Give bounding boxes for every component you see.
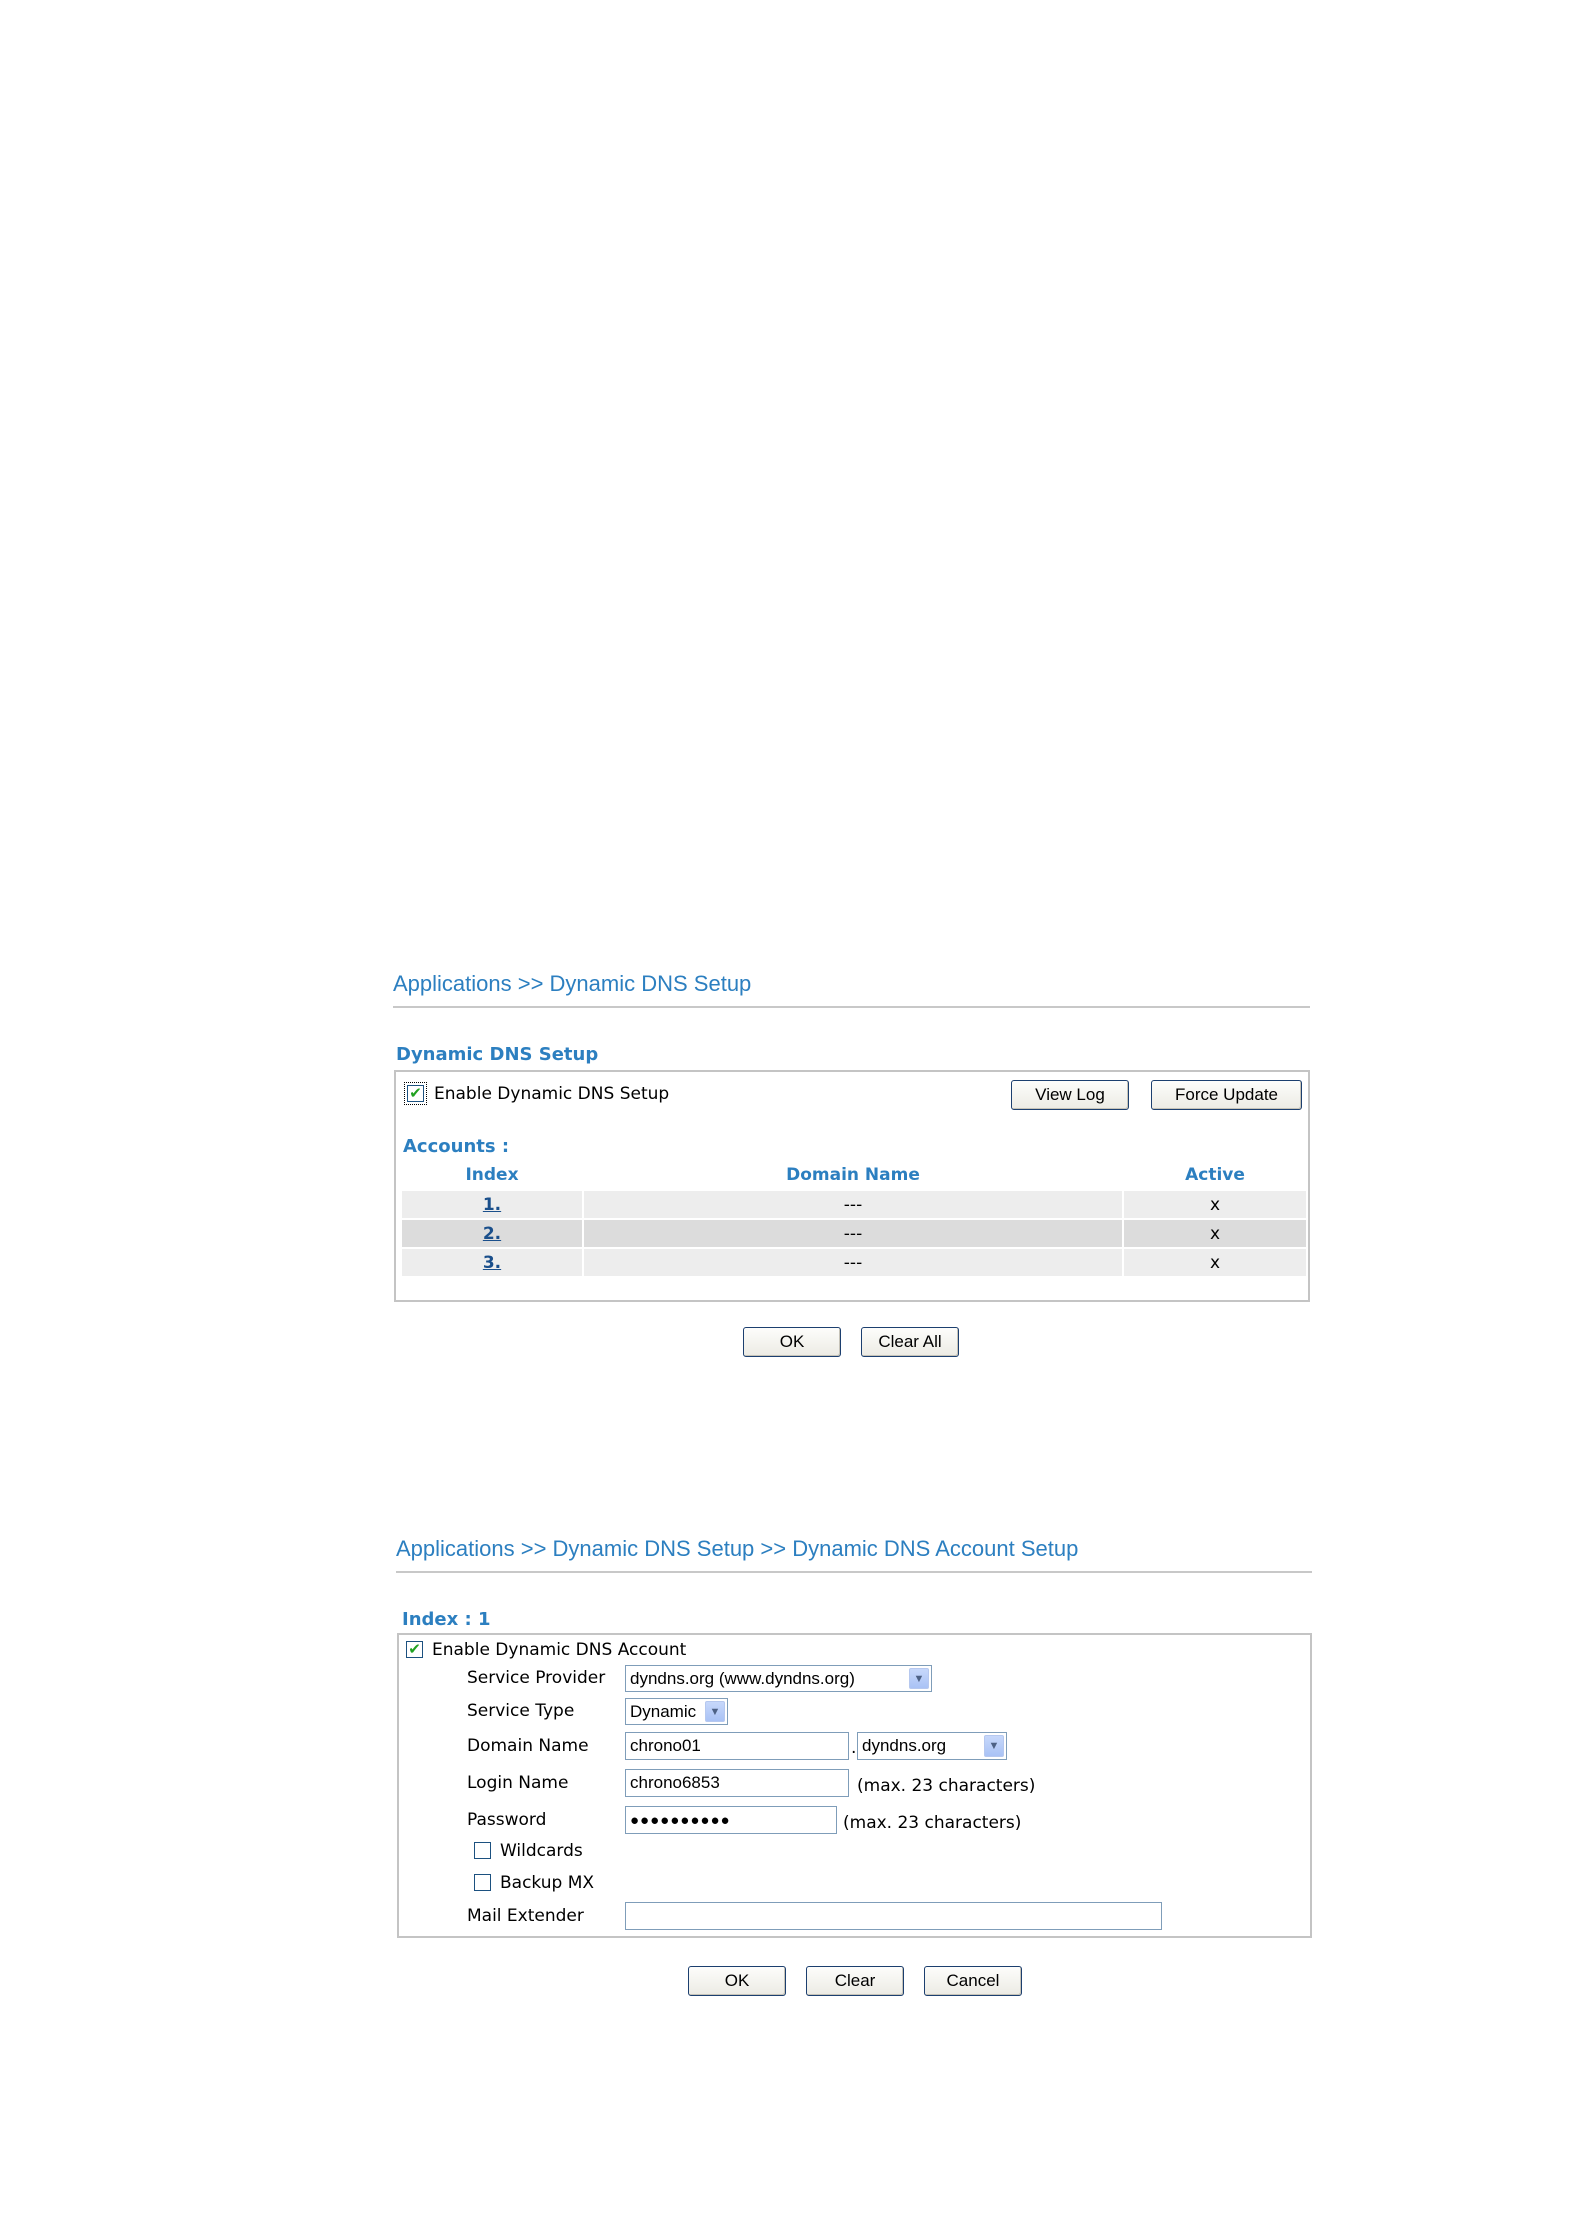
account-link-2[interactable]: 2. bbox=[482, 1223, 502, 1244]
backup-mx-label: Backup MX bbox=[500, 1873, 595, 1893]
chevron-down-icon: ▼ bbox=[984, 1735, 1004, 1757]
service-provider-select[interactable] bbox=[625, 1665, 932, 1692]
domain-suffix-select[interactable] bbox=[857, 1732, 1007, 1760]
table-row-index-cell[interactable] bbox=[402, 1191, 582, 1218]
table-row-index-cell[interactable] bbox=[402, 1249, 582, 1276]
wildcards-label: Wildcards bbox=[500, 1841, 583, 1861]
login-name-hint: (max. 23 characters) bbox=[857, 1776, 1036, 1796]
clear-all-button[interactable]: Clear All bbox=[861, 1327, 959, 1357]
account-link-1[interactable]: 1. bbox=[482, 1194, 502, 1215]
mail-extender-label: Mail Extender bbox=[467, 1906, 584, 1926]
service-type-value: Dynamic bbox=[630, 1701, 697, 1721]
view-log-button[interactable]: View Log bbox=[1011, 1080, 1129, 1110]
table-row-active-cell: x bbox=[1124, 1191, 1306, 1218]
column-header-domain-name: Domain Name bbox=[786, 1165, 920, 1185]
table-row-domain-cell: --- bbox=[584, 1191, 1122, 1218]
login-name-label: Login Name bbox=[467, 1773, 569, 1793]
page-breadcrumb: Applications >> Dynamic DNS Setup bbox=[393, 971, 752, 996]
breadcrumb-divider bbox=[393, 1006, 1310, 1008]
password-hint: (max. 23 characters) bbox=[843, 1813, 1022, 1833]
ddns-account-panel bbox=[397, 1633, 1312, 1938]
table-row-active-cell: x bbox=[1124, 1220, 1306, 1247]
index-label: Index : 1 bbox=[402, 1609, 491, 1630]
password-input[interactable]: ●●●●●●●●●● bbox=[625, 1806, 837, 1834]
login-name-input[interactable]: chrono6853 bbox=[625, 1769, 849, 1797]
column-header-active: Active bbox=[1185, 1165, 1245, 1185]
domain-name-input[interactable]: chrono01 bbox=[625, 1732, 849, 1760]
enable-account-checkbox[interactable]: ✔ bbox=[406, 1641, 423, 1658]
force-update-button[interactable]: Force Update bbox=[1151, 1080, 1302, 1110]
password-label: Password bbox=[467, 1810, 547, 1830]
column-header-index: Index bbox=[465, 1165, 519, 1185]
account-link-3[interactable]: 3. bbox=[482, 1252, 502, 1273]
wildcards-checkbox[interactable] bbox=[474, 1842, 491, 1859]
enable-account-label: Enable Dynamic DNS Account bbox=[432, 1640, 687, 1660]
enable-ddns-label: Enable Dynamic DNS Setup bbox=[434, 1084, 670, 1104]
service-provider-value: dyndns.org (www.dyndns.org) bbox=[630, 1668, 855, 1688]
table-row-domain-cell: --- bbox=[584, 1249, 1122, 1276]
breadcrumb-divider bbox=[396, 1571, 1312, 1573]
accounts-label: Accounts : bbox=[403, 1136, 510, 1157]
domain-suffix-value: dyndns.org bbox=[862, 1736, 947, 1755]
chevron-down-icon: ▼ bbox=[909, 1668, 929, 1689]
ddns-setup-panel bbox=[394, 1070, 1310, 1302]
table-row-domain-cell: --- bbox=[584, 1220, 1122, 1247]
chevron-down-icon: ▼ bbox=[705, 1701, 725, 1722]
clear-button[interactable]: Clear bbox=[806, 1966, 904, 1996]
service-type-label: Service Type bbox=[467, 1701, 575, 1721]
page-breadcrumb: Applications >> Dynamic DNS Setup >> Dynamic DNS Account Setup bbox=[396, 1536, 1079, 1561]
mail-extender-input[interactable] bbox=[625, 1902, 1162, 1930]
cancel-button[interactable]: Cancel bbox=[924, 1966, 1022, 1996]
service-type-select[interactable] bbox=[625, 1698, 728, 1725]
domain-separator: . bbox=[851, 1738, 857, 1758]
backup-mx-checkbox[interactable] bbox=[474, 1874, 491, 1891]
section-title: Dynamic DNS Setup bbox=[396, 1044, 599, 1065]
domain-name-label: Domain Name bbox=[467, 1736, 589, 1756]
ok-button[interactable]: OK bbox=[743, 1327, 841, 1357]
table-row-active-cell: x bbox=[1124, 1249, 1306, 1276]
table-row-index-cell[interactable] bbox=[402, 1220, 582, 1247]
ok-button[interactable]: OK bbox=[688, 1966, 786, 1996]
enable-ddns-checkbox[interactable]: ✔ bbox=[407, 1085, 424, 1102]
service-provider-label: Service Provider bbox=[467, 1668, 606, 1688]
